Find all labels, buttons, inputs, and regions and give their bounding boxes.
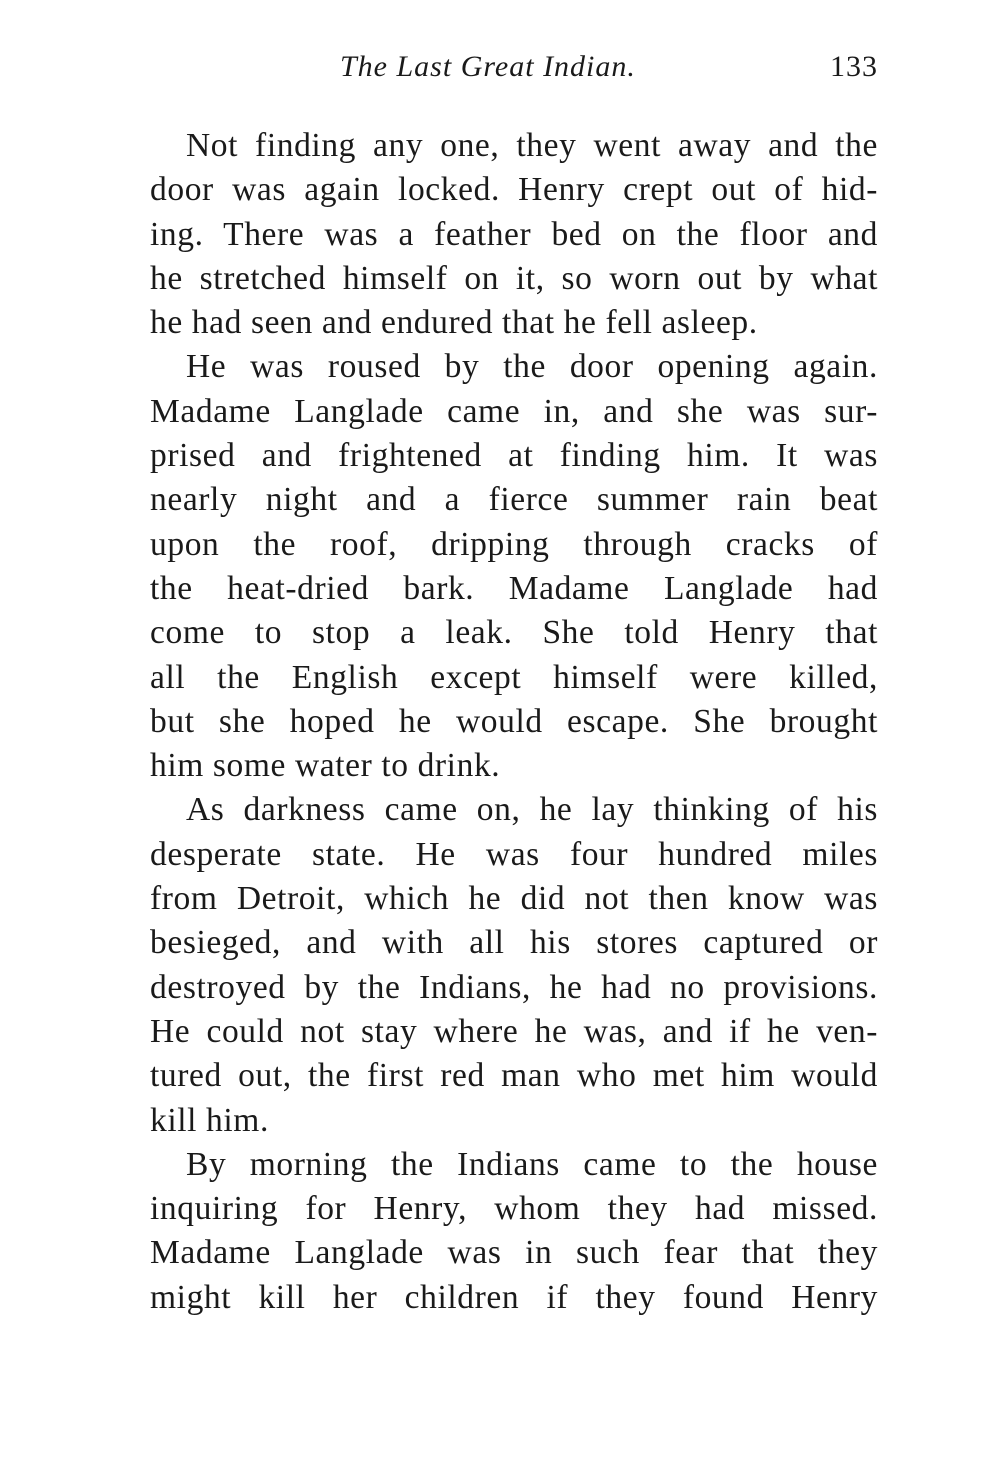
text-line: besieged, and with all his stores captured or — [150, 924, 878, 962]
paragraph-3 — [150, 788, 878, 1142]
text-line: Madame Langlade was in such fear that they — [150, 1234, 878, 1272]
text-line: come to stop a leak. She told Henry that — [150, 614, 878, 652]
running-head — [150, 50, 878, 90]
text-line: destroyed by the Indians, he had no provisions. — [150, 968, 878, 1006]
text-line: he had seen and endured that he fell asleep. — [150, 304, 758, 342]
paragraph-4 — [150, 1143, 878, 1320]
text-line: the heat-dried bark. Madame Langlade had — [150, 569, 878, 607]
text-line: tured out, the first red man who met him would — [150, 1057, 878, 1095]
text-line: from Detroit, which he did not then know was — [150, 880, 878, 918]
text-line: all the English except himself were killed, — [150, 658, 878, 696]
text-line: prised and frightened at finding him. It was — [150, 437, 878, 475]
body-text — [150, 124, 878, 1320]
paragraph-2 — [150, 345, 878, 788]
paragraph-1 — [150, 124, 878, 345]
text-line: He could not stay where he was, and if he ven- — [150, 1012, 878, 1050]
text-line: Madame Langlade came in, and she was sur- — [150, 392, 878, 430]
text-line: Not finding any one, they went away and the — [186, 127, 878, 164]
text-line: him some water to drink. — [150, 747, 501, 785]
text-line: nearly night and a fierce summer rain beat — [150, 481, 878, 519]
text-line: He was roused by the door opening again. — [186, 348, 878, 386]
text-line: As darkness came on, he lay thinking of his — [186, 791, 878, 829]
running-title: The Last Great Indian. — [340, 50, 636, 83]
page-number: 133 — [830, 50, 878, 83]
text-line: door was again locked. Henry crept out of hid- — [150, 171, 878, 209]
text-line: kill him. — [150, 1101, 269, 1139]
text-line: upon the roof, dripping through cracks of — [150, 525, 878, 563]
text-line: he stretched himself on it, so worn out by what — [150, 259, 878, 297]
text-line: ing. There was a feather bed on the floor and — [150, 215, 878, 253]
text-line: desperate state. He was four hundred miles — [150, 835, 878, 873]
text-line: inquiring for Henry, whom they had missed. — [150, 1190, 878, 1228]
text-line: might kill her children if they found Henry — [150, 1278, 878, 1316]
text-line: By morning the Indians came to the house — [186, 1145, 878, 1183]
text-line: but she hoped he would escape. She brought — [150, 702, 878, 740]
